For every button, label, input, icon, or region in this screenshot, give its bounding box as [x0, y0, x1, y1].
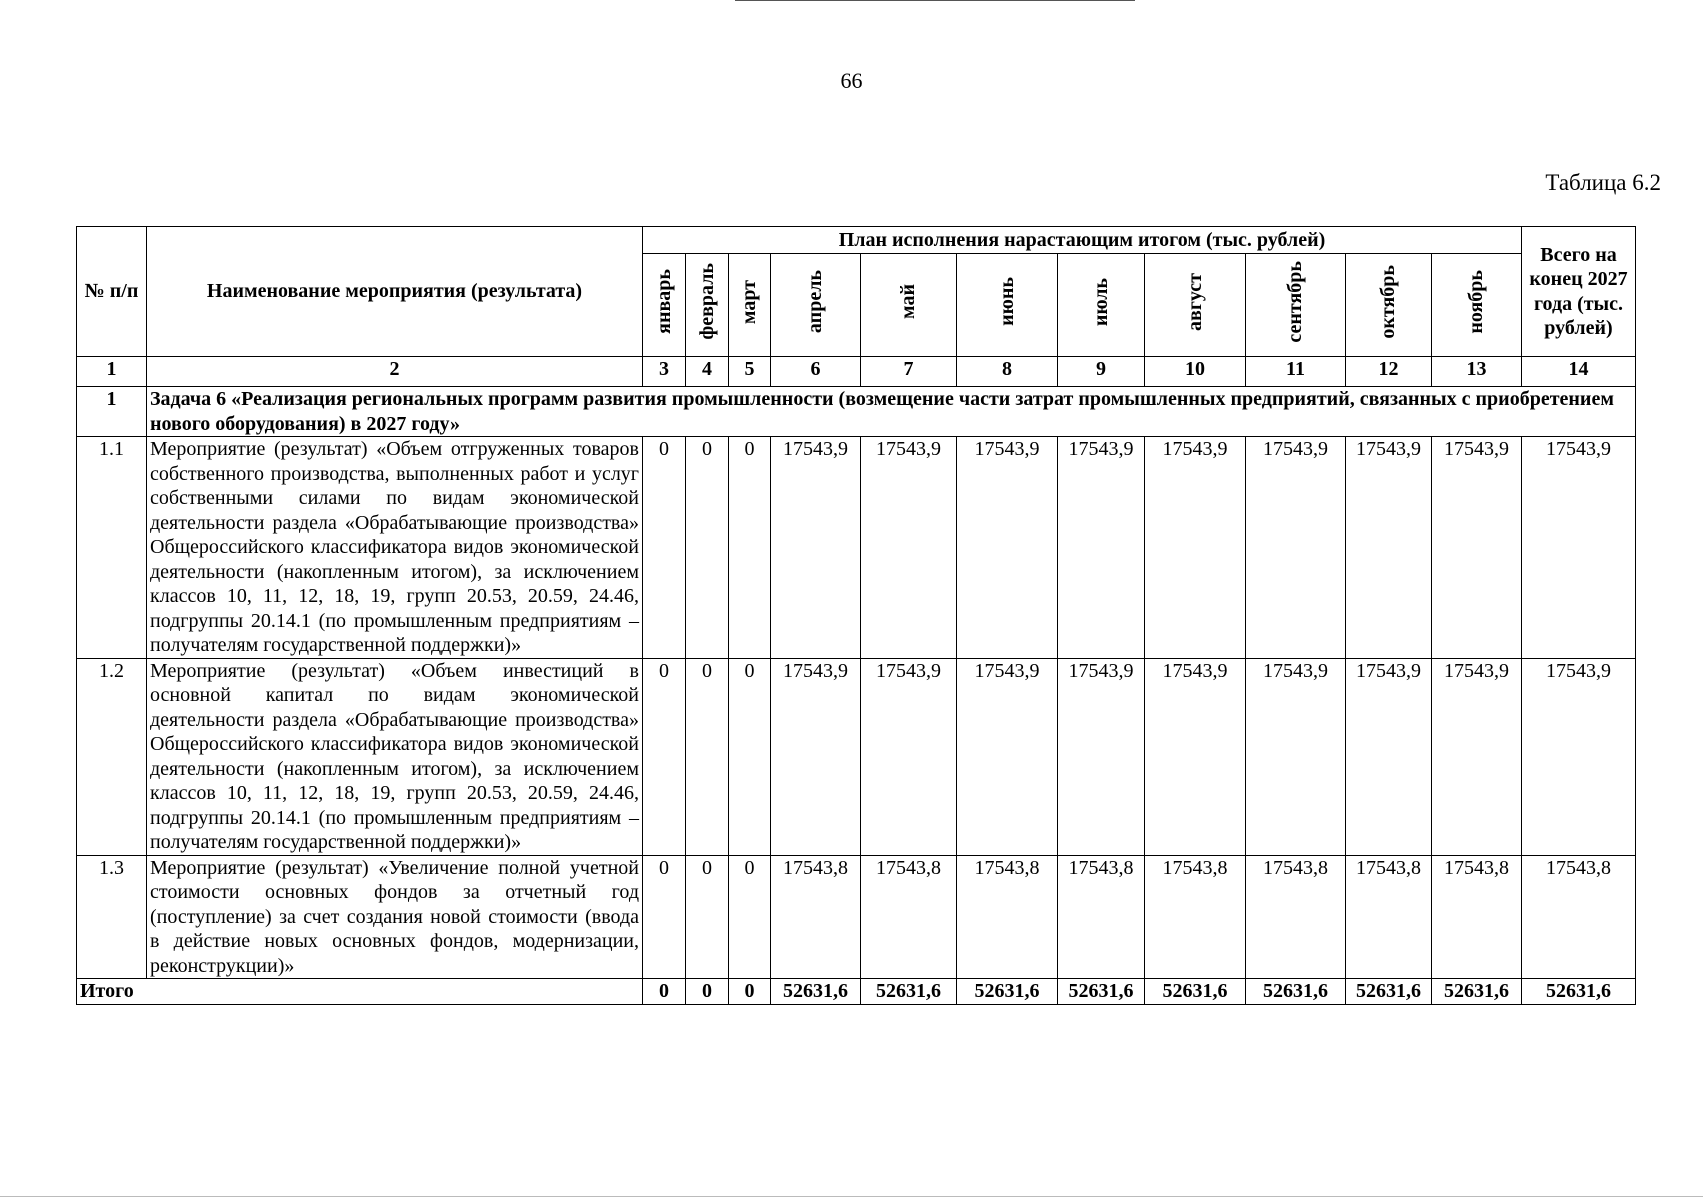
value-cell: 52631,6 — [1432, 979, 1522, 1005]
header-num: № п/п — [77, 227, 147, 357]
total-cell: 52631,6 — [1522, 979, 1636, 1005]
value-cell: 17543,9 — [1145, 437, 1246, 659]
page-number: 66 — [840, 68, 863, 93]
value-cell: 0 — [643, 437, 686, 659]
value-cell: 17543,9 — [771, 658, 861, 855]
header-total: Всего на конец 2027 года (тыс. рублей) — [1522, 227, 1636, 357]
column-number: 12 — [1346, 357, 1432, 387]
task-num: 1 — [77, 387, 147, 437]
column-number: 2 — [147, 357, 643, 387]
row-description: Мероприятие (результат) «Увеличение полной учетной стоимости основных фондов за отчетный год (поступление) за счет создания новой стоимости (ввода в действие новых основных фондов, модернизации, реконструкции)» — [147, 855, 643, 979]
total-cell: 17543,8 — [1522, 855, 1636, 979]
scan-edge-line — [735, 0, 1135, 1]
value-cell: 52631,6 — [1145, 979, 1246, 1005]
header-row-1 — [77, 227, 1636, 254]
value-cell: 17543,8 — [861, 855, 957, 979]
value-cell: 17543,9 — [1432, 437, 1522, 659]
value-cell: 17543,9 — [957, 658, 1058, 855]
total-row — [77, 979, 1636, 1005]
header-month — [686, 254, 729, 357]
header-month — [643, 254, 686, 357]
row-description: Мероприятие (результат) «Объем инвестиций в основной капитал по видам экономической деятельности раздела «Обрабатывающие производства» Общероссийского классификатора видов экономической деятельности (накопленным итогом), за исключением классов 10, 11, 12, 18, 19, групп 20.53, 20.59, 24.46, подгруппы 20.14.1 (по промышленным предприятиям – получателям государственной поддержки)» — [147, 658, 643, 855]
header-month — [729, 254, 771, 357]
scan-edge-line — [0, 1196, 1703, 1197]
total-cell: 17543,9 — [1522, 437, 1636, 659]
row-num: 1.1 — [77, 437, 147, 659]
value-cell: 52631,6 — [1346, 979, 1432, 1005]
column-number: 3 — [643, 357, 686, 387]
column-number: 14 — [1522, 357, 1636, 387]
month-label: август — [1183, 272, 1206, 331]
value-cell: 0 — [729, 658, 771, 855]
value-cell: 0 — [686, 855, 729, 979]
value-cell: 17543,8 — [1346, 855, 1432, 979]
value-cell: 17543,9 — [1058, 437, 1145, 659]
value-cell: 0 — [686, 979, 729, 1005]
column-number-row — [77, 357, 1636, 387]
table-row — [77, 658, 1636, 855]
header-month — [861, 254, 957, 357]
value-cell: 17543,9 — [771, 437, 861, 659]
column-number: 10 — [1145, 357, 1246, 387]
month-label: февраль — [695, 263, 718, 341]
value-cell: 17543,8 — [1246, 855, 1346, 979]
table-row — [77, 437, 1636, 659]
row-num: 1.2 — [77, 658, 147, 855]
value-cell: 52631,6 — [957, 979, 1058, 1005]
value-cell: 17543,9 — [1346, 437, 1432, 659]
value-cell: 52631,6 — [861, 979, 957, 1005]
value-cell: 17543,9 — [1145, 658, 1246, 855]
value-cell: 52631,6 — [771, 979, 861, 1005]
value-cell: 17543,8 — [957, 855, 1058, 979]
task-text: Задача 6 «Реализация региональных программ развития промышленности (возмещение части затрат промышленных предприятий, связанных с приобретением нового оборудования) в 2027 году» — [147, 387, 1636, 437]
value-cell: 17543,9 — [1246, 658, 1346, 855]
column-number: 13 — [1432, 357, 1522, 387]
value-cell: 17543,8 — [1058, 855, 1145, 979]
total-cell: 17543,9 — [1522, 658, 1636, 855]
header-month — [1058, 254, 1145, 357]
value-cell: 17543,9 — [1058, 658, 1145, 855]
month-label: апрель — [804, 270, 827, 334]
column-number: 6 — [771, 357, 861, 387]
value-cell: 0 — [729, 437, 771, 659]
value-cell: 17543,9 — [1246, 437, 1346, 659]
month-label: май — [897, 284, 920, 320]
header-month — [771, 254, 861, 357]
value-cell: 0 — [643, 658, 686, 855]
value-cell: 0 — [643, 979, 686, 1005]
table-row — [77, 855, 1636, 979]
header-plan-group: План исполнения нарастающим итогом (тыс. рублей) — [643, 227, 1522, 254]
value-cell: 0 — [686, 658, 729, 855]
value-cell: 17543,9 — [957, 437, 1058, 659]
header-month — [957, 254, 1058, 357]
column-number: 5 — [729, 357, 771, 387]
value-cell: 17543,9 — [861, 658, 957, 855]
month-label: июнь — [995, 277, 1018, 327]
value-cell: 0 — [686, 437, 729, 659]
column-number: 11 — [1246, 357, 1346, 387]
column-number: 9 — [1058, 357, 1145, 387]
value-cell: 0 — [729, 855, 771, 979]
value-cell: 17543,9 — [1346, 658, 1432, 855]
value-cell: 17543,8 — [771, 855, 861, 979]
value-cell: 52631,6 — [1058, 979, 1145, 1005]
row-description: Мероприятие (результат) «Объем отгруженных товаров собственного производства, выполненных работ и услуг собственными силами по видам экономической деятельности раздела «Обрабатывающие производства» Общероссийского классификатора видов экономической деятельности (накопленным итогом), за исключением классов 10, 11, 12, 18, 19, групп 20.53, 20.59, 24.46, подгруппы 20.14.1 (по промышленным предприятиям – получателям государственной поддержки)» — [147, 437, 643, 659]
plan-table — [76, 226, 1636, 1005]
value-cell: 0 — [643, 855, 686, 979]
value-cell: 0 — [729, 979, 771, 1005]
table-caption: Таблица 6.2 — [1545, 170, 1661, 195]
month-label: ноябрь — [1465, 269, 1488, 334]
value-cell: 17543,8 — [1145, 855, 1246, 979]
value-cell: 17543,9 — [861, 437, 957, 659]
month-label: март — [738, 279, 761, 324]
task-row — [77, 387, 1636, 437]
month-label: июль — [1089, 277, 1112, 326]
total-label: Итого — [77, 979, 643, 1005]
value-cell: 17543,9 — [1432, 658, 1522, 855]
value-cell: 52631,6 — [1246, 979, 1346, 1005]
header-month — [1145, 254, 1246, 357]
column-number: 8 — [957, 357, 1058, 387]
column-number: 1 — [77, 357, 147, 387]
header-month — [1346, 254, 1432, 357]
month-label: январь — [652, 269, 675, 335]
column-number: 7 — [861, 357, 957, 387]
month-label: сентябрь — [1284, 260, 1307, 343]
header-month — [1246, 254, 1346, 357]
row-num: 1.3 — [77, 855, 147, 979]
header-name: Наименование мероприятия (результата) — [147, 227, 643, 357]
header-month — [1432, 254, 1522, 357]
month-label: октябрь — [1377, 264, 1400, 339]
value-cell: 17543,8 — [1432, 855, 1522, 979]
column-number: 4 — [686, 357, 729, 387]
